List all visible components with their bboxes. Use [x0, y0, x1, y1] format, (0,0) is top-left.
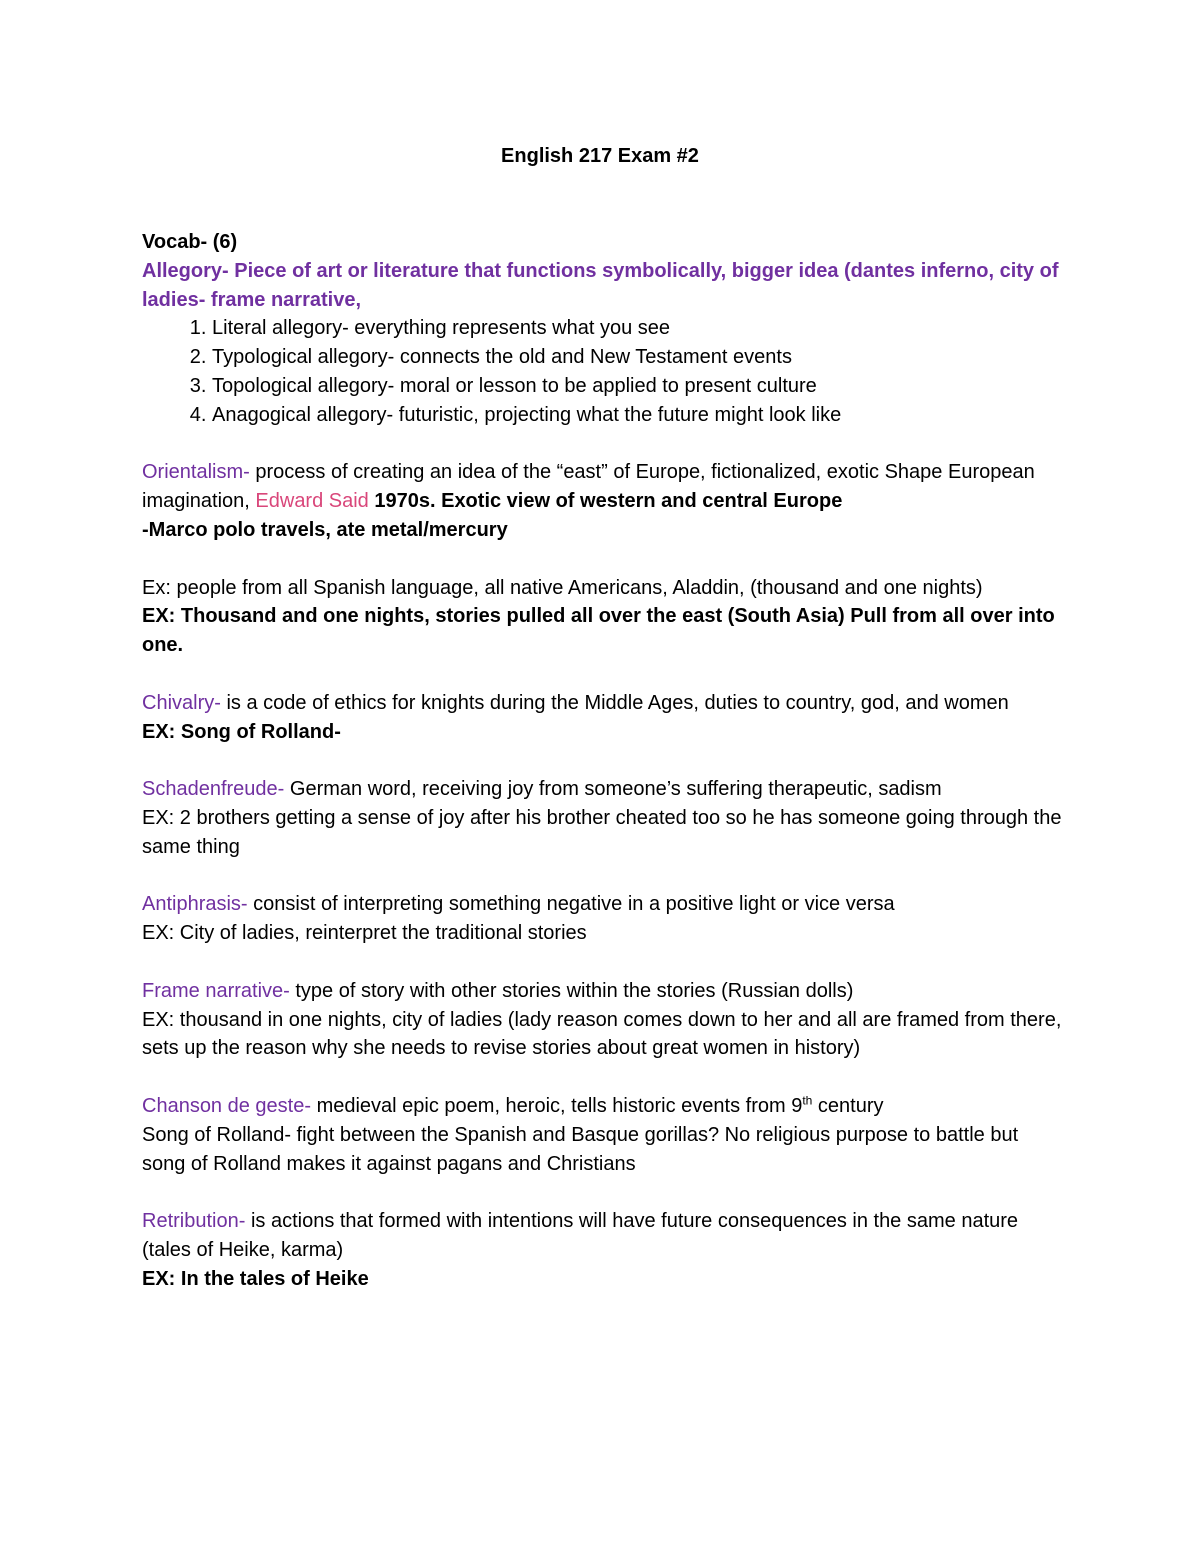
schadenfreude-definition: German word, receiving joy from someone’s suffering therapeutic, sadism: [284, 778, 942, 801]
schadenfreude-example: EX: 2 brothers getting a sense of joy after his brother cheated too so he has someone going through the same thing: [142, 806, 1062, 858]
allegory-definition: Piece of art or literature that functions symbolically, bigger idea (dantes inferno, city of ladies- frame narrative,: [142, 259, 1059, 311]
antiphrasis-definition: consist of interpreting something negative in a positive light or vice versa: [247, 893, 895, 916]
orientalism-person: Edward Said: [255, 490, 369, 513]
chanson-definition: medieval epic poem, heroic, tells historic events from 9: [311, 1094, 803, 1117]
allegory-types-list: [142, 314, 1062, 429]
chanson-definition-end: century: [812, 1094, 884, 1117]
orientalism-note: 1970s. Exotic view of western and central Europe: [368, 490, 843, 513]
chanson-entry: [142, 1092, 1062, 1121]
orientalism-bold-example: EX: Thousand and one nights, stories pulled all over the east (South Asia) Pull from all over into one.: [142, 605, 1055, 657]
orientalism-marco-polo: -Marco polo travels, ate metal/mercury: [142, 518, 508, 541]
list-item: 1. Literal allegory- everything represents what you see: [212, 314, 1062, 343]
vocab-heading: Vocab- (6): [142, 231, 238, 253]
antiphrasis-entry: [142, 890, 1062, 919]
list-item: 2. Typological allegory- connects the old and New Testament events: [212, 343, 1062, 372]
antiphrasis-term: Antiphrasis-: [142, 893, 248, 916]
list-item: 4. Anagogical allegory- futuristic, projecting what the future might look like: [212, 401, 1062, 430]
chivalry-example: EX: Song of Rolland-: [142, 720, 341, 743]
list-item: 3. Topological allegory- moral or lesson to be applied to present culture: [212, 372, 1062, 401]
chanson-superscript: th: [802, 1093, 813, 1108]
document-body: [142, 228, 1062, 1293]
chivalry-entry: [142, 689, 1062, 718]
frame-narrative-term: Frame narrative-: [142, 979, 290, 1002]
allegory-term: Allegory-: [142, 259, 229, 282]
chivalry-definition: is a code of ethics for knights during the Middle Ages, duties to country, god, and women: [220, 691, 1009, 714]
retribution-term: Retribution-: [142, 1210, 246, 1233]
frame-narrative-definition: type of story with other stories within the stories (Russian dolls): [289, 979, 854, 1002]
orientalism-entry: [142, 458, 1062, 516]
frame-narrative-example: EX: thousand in one nights, city of ladies (lady reason comes down to her and all are framed from there, sets up the reason why she needs to revise stories about great women in history): [142, 1008, 1062, 1060]
allegory-entry: [142, 257, 1062, 315]
schadenfreude-entry: [142, 775, 1062, 804]
schadenfreude-term: Schadenfreude-: [142, 778, 285, 801]
chanson-term: Chanson de geste-: [142, 1094, 312, 1117]
document-title: English 217 Exam #2: [501, 145, 699, 167]
antiphrasis-example: EX: City of ladies, reinterpret the traditional stories: [142, 922, 587, 945]
retribution-definition: is actions that formed with intentions will have future consequences in the same nature (tales of Heike, karma): [142, 1210, 1019, 1261]
frame-narrative-entry: [142, 977, 1062, 1006]
chanson-example: Song of Rolland- fight between the Spanish and Basque gorillas? No religious purpose to battle but song of Rolland makes it against pagans and Christians: [142, 1123, 1019, 1175]
orientalism-term: Orientalism-: [142, 461, 250, 484]
retribution-entry: [142, 1207, 1062, 1265]
chivalry-term: Chivalry-: [142, 691, 221, 714]
orientalism-definition: process of creating an idea of the “east” of Europe, fictionalized, exotic Shape European imagination,: [142, 461, 1035, 513]
orientalism-example: Ex: people from all Spanish language, all native Americans, Aladdin, (thousand and one nights): [142, 576, 983, 599]
retribution-example: EX: In the tales of Heike: [142, 1267, 369, 1290]
